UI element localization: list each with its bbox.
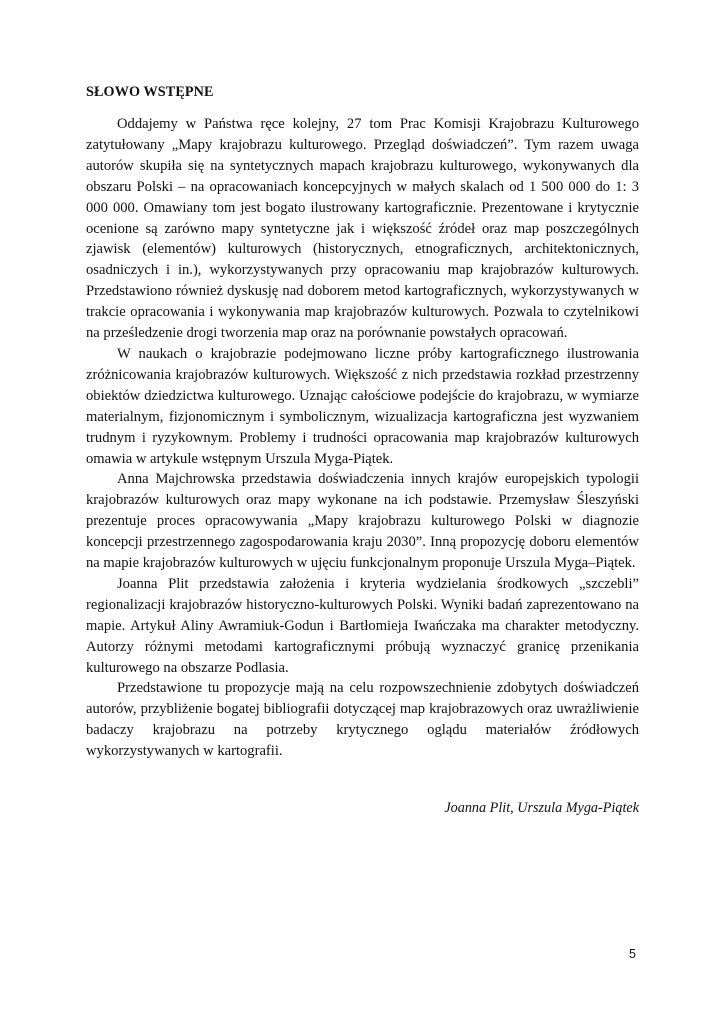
paragraph-1: Oddajemy w Państwa ręce kolejny, 27 tom Prac Komisji Krajobrazu Kulturowego zatytułowany „Mapy krajobrazu kulturowego. Przegląd doświadczeń”. Tym razem uwaga autorów skupiła się na syntetycznych mapach krajobrazu kulturowego, wykonywanych dla obszaru Polski – na opracowaniach koncepcyjnych w małych skalach od 1 500 000 do 1: 3 000 000. Omawiany tom jest bogato ilustrowany kartograficznie. Prezentowane i krytycznie ocenione są zarówno mapy syntetyczne jak i większość źródeł oraz map poszczególnych zjawisk (elementów) kulturowych (historycznych, etnograficznych, architektonicznych, osadniczych i in.), wykorzystywanych przy opracowaniu map krajobrazów kulturowych. Przedstawiono również dyskusję nad doborem metod kartograficznych, wykorzystywanych w trakcie opracowania i wykonywania map krajobrazów kulturowych. Pozwala to czytelnikowi na prześledzenie drogi tworzenia map oraz na porównanie powstałych opracowań. — [86, 116, 639, 342]
paragraph-4: Joanna Plit przedstawia założenia i kryteria wydzielania środkowych „szczebli” regionalizacji krajobrazów historyczno-kulturowych Polski. Wyniki badań zaprezentowano na mapie. Artykuł Aliny Awramiuk-Godun i Bartłomieja Iwańczaka ma charakter metodyczny. Autorzy różnymi metodami kartograficznymi próbują wyznaczyć granicę przenikania kulturowego na obszarze Podlasia. — [86, 575, 639, 676]
page-number: 5 — [629, 947, 636, 961]
paragraph-2: W naukach o krajobrazie podejmowano liczne próby kartograficznego ilustrowania zróżnicowania krajobrazów kulturowych. Większość z nich przedstawia rozkład przestrzenny obiektów dziedzictwa kulturowego. Uznając całościowe podejście do krajobrazu, w wymiarze materialnym, fizjonomicznym i symbolicznym, wizualizacja kartograficzna jest wyzwaniem trudnym i ryzykownym. Problemy i trudności opracowania map krajobrazów kulturowych omawia w artykule wstępnym Urszula Myga-Piątek. — [86, 345, 639, 467]
paragraph-3: Anna Majchrowska przedstawia doświadczenia innych krajów europejskich typologii krajobrazów kulturowych oraz mapy wykonane na ich podstawie. Przemysław Śleszyński prezentuje proces opracowywania „Mapy krajobrazu kulturowego Polski w diagnozie koncepcji przestrzennego zagospodarowania kraju 2030”. Inną propozycję doboru elementów na mapie krajobrazów kulturowych w ujęciu funkcjonalnym proponuje Urszula Myga–Piątek. — [86, 471, 639, 572]
section-heading: SŁOWO WSTĘPNE — [86, 84, 214, 100]
paragraph-5: Przedstawione tu propozycje mają na celu rozpowszechnienie zdobytych doświadczeń autorów, przybliżenie bogatej bibliografii dotyczącej map krajobrazowych oraz uwrażliwienie badaczy krajobrazu na potrzeby krytycznego oglądu materiałów źródłowych wykorzystywanych w kartografii. — [86, 680, 639, 760]
document-page — [86, 82, 639, 818]
author-signature: Joanna Plit, Urszula Myga-Piątek — [444, 800, 639, 817]
